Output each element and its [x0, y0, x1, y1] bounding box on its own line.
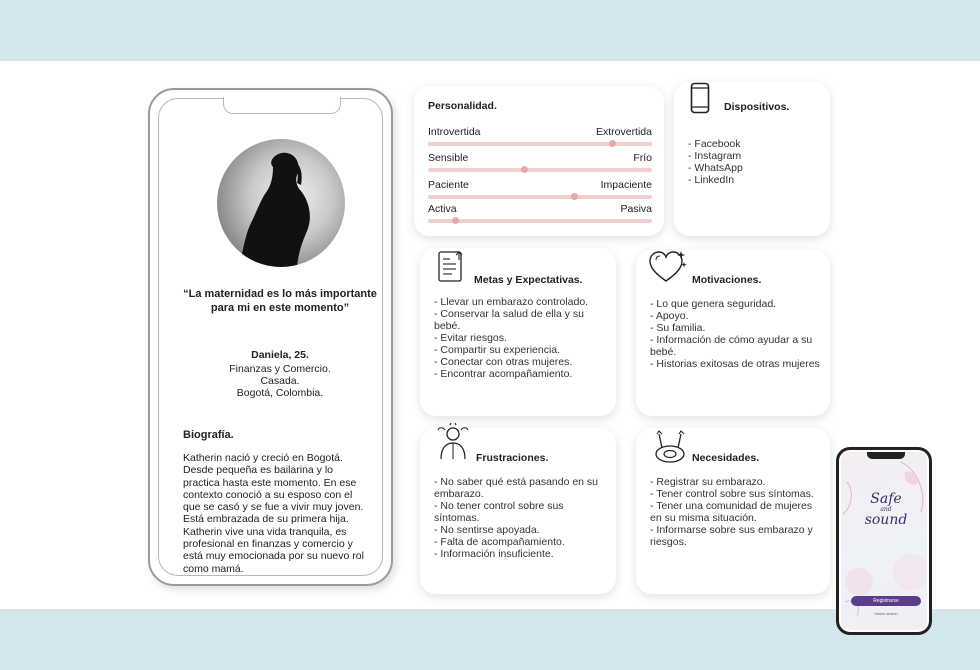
goals-list: [434, 296, 610, 380]
motivations-card: [636, 250, 830, 416]
device-item: - Instagram: [688, 150, 742, 162]
goals-title: Metas y Expectativas.: [474, 274, 583, 286]
persona-quote: “La maternidad es lo más importante para mi en este momento”: [183, 288, 377, 314]
app-logo-line: and: [880, 506, 892, 513]
trait-bar: [428, 195, 652, 199]
needs-list: [650, 476, 826, 548]
motivation-item: - Lo que genera seguridad.: [650, 298, 777, 310]
device-item: - Facebook: [688, 138, 741, 150]
top-band: [0, 0, 980, 61]
goal-item: - Conectar con otras mujeres.: [434, 356, 573, 368]
motivation-item: - Apoyo.: [650, 310, 689, 322]
phone-notch: [223, 97, 341, 114]
goal-item: - Conservar la salud de ella y su bebé.: [434, 308, 584, 332]
motivations-list: [650, 298, 820, 370]
app-logo-line: sound: [864, 512, 908, 528]
trait-marker: [452, 217, 459, 224]
need-item: - Tener una comunidad de mujeres en su misma situación.: [650, 500, 813, 524]
trait-left-label: Activa: [428, 203, 457, 215]
frustration-item: - No saber qué está pasando en su embarazo.: [434, 476, 599, 500]
motivation-item: - Información de cómo ayudar a su bebé.: [650, 334, 813, 358]
pregnant-woman-silhouette-icon: [217, 139, 345, 267]
motivation-item: - Historias exitosas de otras mujeres: [650, 358, 820, 370]
bio-title: Biografía.: [183, 429, 234, 441]
frustration-item: - No tener control sobre sus síntomas.: [434, 500, 564, 524]
avatar: [217, 139, 345, 267]
bottom-band: [0, 609, 980, 670]
trait-marker: [609, 140, 616, 147]
frustrations-list: [434, 476, 610, 560]
trait-bar: [428, 168, 652, 172]
personality-title: Personalidad.: [428, 100, 497, 112]
app-phone-notch: [867, 452, 905, 459]
phone-screen: [158, 98, 383, 576]
register-button[interactable]: Registrarse: [851, 596, 921, 606]
trait-left-label: Sensible: [428, 152, 469, 164]
frustration-item: - No sentirse apoyada.: [434, 524, 540, 536]
trait-row: [428, 152, 652, 178]
heart-sparkle-icon: [648, 250, 688, 284]
app-preview-screen: [841, 452, 927, 630]
need-item: - Tener control sobre sus síntomas.: [650, 488, 814, 500]
trait-row: [428, 126, 652, 152]
personality-card: [414, 86, 664, 236]
frustration-item: - Falta de acompañamiento.: [434, 536, 565, 548]
motivation-item: - Su familia.: [650, 322, 706, 334]
persona-location: Bogotá, Colombia.: [236, 387, 324, 399]
frustrations-card: [420, 428, 616, 594]
device-item: - LinkedIn: [688, 174, 735, 186]
trait-row: [428, 179, 652, 205]
login-link[interactable]: Iniciar sesión: [874, 611, 898, 616]
smartphone-icon: [690, 82, 710, 114]
goal-item: - Encontrar acompañamiento.: [434, 368, 573, 380]
persona-name: Daniela, 25.: [251, 349, 309, 361]
trait-right-label: Impaciente: [600, 179, 652, 191]
goals-card: [420, 248, 616, 416]
trait-right-label: Extrovertida: [595, 126, 652, 138]
goal-item: - Evitar riesgos.: [434, 332, 507, 344]
trait-row: [428, 203, 652, 229]
persona-occupation: Finanzas y Comercio.: [229, 363, 331, 375]
app-logo-line: Safe: [870, 491, 902, 507]
trait-left-label: Paciente: [428, 179, 469, 191]
trait-marker: [571, 193, 578, 200]
frustration-item: - Información insuficiente.: [434, 548, 554, 560]
app-logo: [853, 492, 919, 527]
device-item: - WhatsApp: [688, 162, 743, 174]
trait-right-label: Pasiva: [620, 203, 652, 215]
app-preview-phone: [836, 447, 932, 635]
need-item: - Registrar su embarazo.: [650, 476, 766, 488]
goal-item: - Llevar un embarazo controlado.: [434, 296, 589, 308]
frustrations-title: Frustraciones.: [476, 452, 549, 464]
trait-bar: [428, 142, 652, 146]
goals-document-icon: [436, 250, 468, 284]
need-item: - Informarse sobre sus embarazo y riesgos.: [650, 524, 813, 548]
goal-item: - Compartir su experiencia.: [434, 344, 561, 356]
devices-title: Dispositivos.: [724, 101, 790, 113]
trait-left-label: Introvertida: [428, 126, 481, 138]
needs-title: Necesidades.: [692, 452, 760, 464]
needs-card: [636, 428, 830, 594]
devices-card: [674, 82, 830, 236]
frustrated-person-icon: [436, 422, 470, 460]
trait-right-label: Frío: [633, 152, 652, 164]
bio-text: Katherin nació y creció en Bogotá. Desde pequeña es bailarina y lo practica hasta este momento. En ese contexto conoció a su esposo con el que se casó y se fue a vivir muy joven. Está embrazada de su primera hija. Katherin vive una vida tranquila, es profesional en finanzas y comercio y está muy emocionada por su nuevo rol como mamá.: [183, 452, 364, 575]
persona-status: Casada.: [260, 375, 300, 387]
motivations-title: Motivaciones.: [692, 274, 762, 286]
persona-phone-frame: [148, 88, 393, 586]
lifebuoy-hands-icon: [652, 430, 688, 464]
trait-bar: [428, 219, 652, 223]
